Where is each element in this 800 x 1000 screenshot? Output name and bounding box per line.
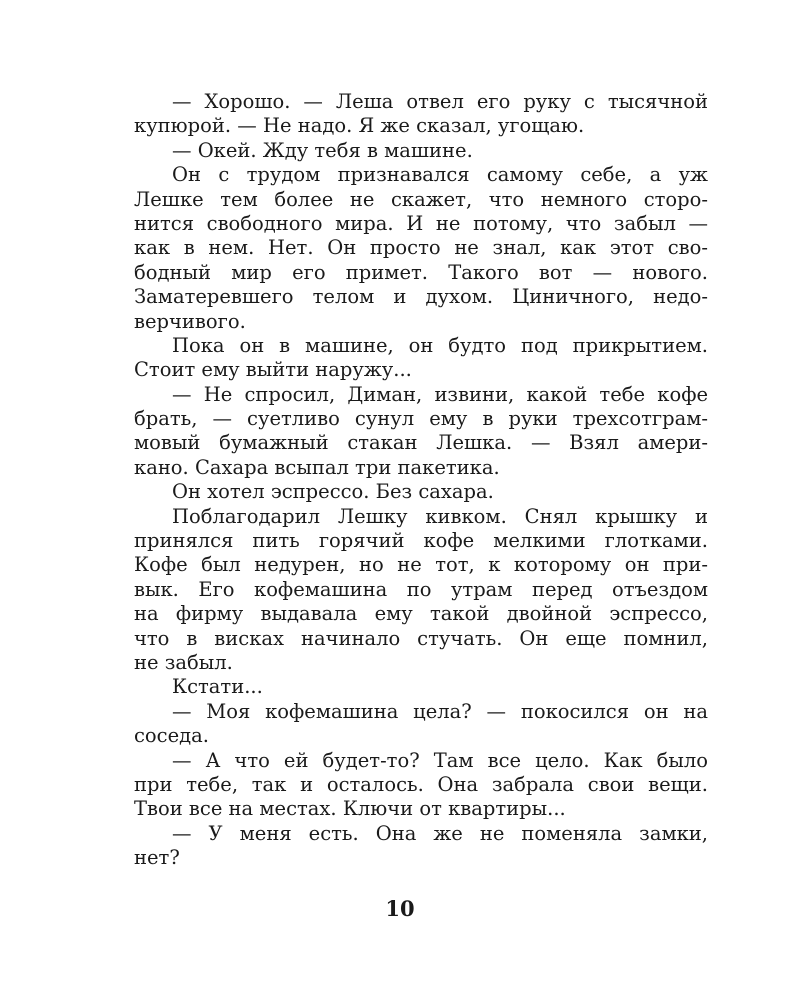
text-line: при тебе, так и осталось. Она забрала свои вещи. xyxy=(134,772,708,796)
text-line: соседа. xyxy=(134,724,209,748)
text-line: Стоит ему выйти наружу... xyxy=(134,358,412,382)
text-line: мовый бумажный стакан Лешка. — Взял амери- xyxy=(134,431,708,455)
text-line: Он хотел эспрессо. Без сахара. xyxy=(172,480,494,504)
text-line: нится свободного мира. И не потому, что забыл — xyxy=(134,211,708,235)
text-line: — Окей. Жду тебя в машине. xyxy=(172,138,473,162)
text-line: принялся пить горячий кофе мелкими глотками. xyxy=(134,529,708,553)
text-line: купюрой. — Не надо. Я же сказал, угощаю. xyxy=(134,114,585,138)
text-line: не забыл. xyxy=(134,650,233,674)
text-line: Твои все на местах. Ключи от квартиры... xyxy=(134,797,566,821)
text-line: Заматеревшего телом и духом. Циничного, недо- xyxy=(134,285,708,309)
text-line: как в нем. Нет. Он просто не знал, как этот сво- xyxy=(134,236,708,260)
text-line: Кофе был недурен, но не тот, к которому он при- xyxy=(134,553,708,577)
text-line: вык. Его кофемашина по утрам перед отъездом xyxy=(134,577,708,601)
text-line: нет? xyxy=(134,846,180,870)
text-line: — Хорошо. — Леша отвел его руку с тысячной xyxy=(172,90,708,113)
text-line: брать, — суетливо сунул ему в руки трехсотграм- xyxy=(134,407,708,431)
text-line: на фирму выдавала ему такой двойной эспрессо, xyxy=(134,602,708,626)
text-line: Поблагодарил Лешку кивком. Снял крышку и xyxy=(172,504,708,528)
text-line: Лешке тем более не скажет, что немного сторо- xyxy=(134,187,708,211)
text-line: — А что ей будет-то? Там все цело. Как было xyxy=(172,748,708,772)
text-line: Он с трудом признавался самому себе, а уж xyxy=(172,163,708,187)
body-text xyxy=(134,90,708,871)
page-number: 10 xyxy=(385,896,415,921)
text-line: Кстати... xyxy=(172,675,263,699)
text-line: бодный мир его примет. Такого вот — нового. xyxy=(134,260,708,284)
text-line: — Моя кофемашина цела? — покосился он на xyxy=(172,699,708,723)
text-line: — У меня есть. Она же не поменяла замки, xyxy=(172,821,708,845)
text-line: верчивого. xyxy=(134,309,246,333)
text-line: что в висках начинало стучать. Он еще помнил, xyxy=(134,626,708,650)
text-line: — Не спросил, Диман, извини, какой тебе кофе xyxy=(172,382,708,406)
text-line: Пока он в машине, он будто под прикрытием. xyxy=(172,333,708,357)
text-line: кано. Сахара всыпал три пакетика. xyxy=(134,455,500,479)
